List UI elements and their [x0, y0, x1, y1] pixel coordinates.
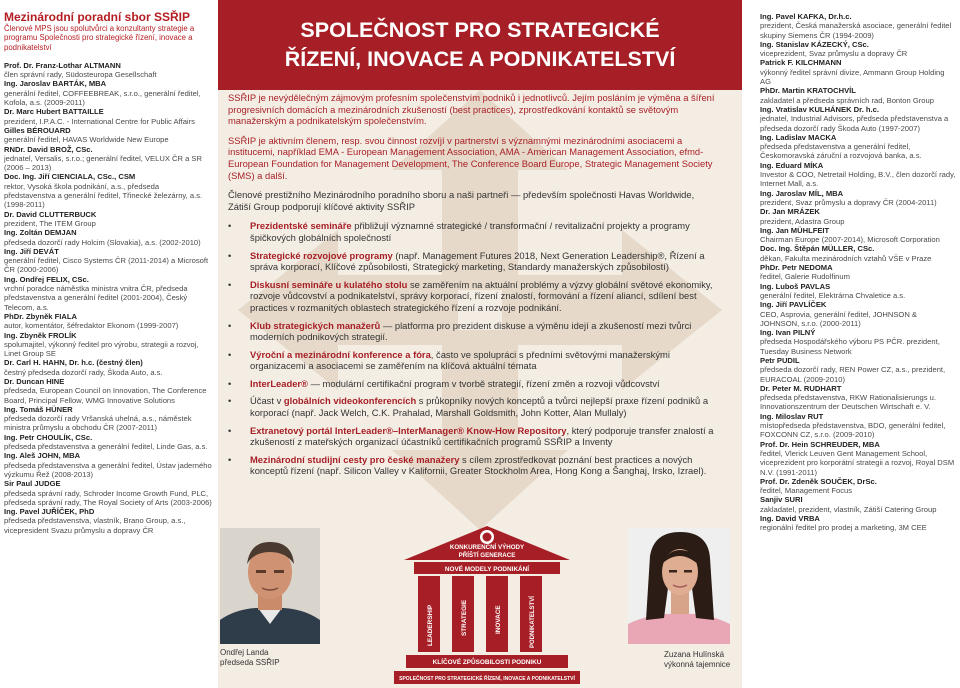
member-title: zakladatel, prezident, vlastník, Zátiší Catering Group	[760, 504, 937, 514]
activity-prefix: Účast v	[250, 395, 284, 407]
member-name: Gilles BÉROUARD	[4, 125, 71, 135]
member-title: prezident, Svaz průmyslu a dopravy ČR (2004-2011)	[760, 197, 937, 207]
member-title: prezident, Česká manažerská asociace, generální ředitel skupiny Siemens ČR (1994-2009)	[760, 21, 952, 40]
diagram-pillar-label-2: STRATEGIE	[461, 599, 468, 636]
member-name: Ing. Zoltán DEMJAN	[4, 228, 77, 238]
member-title: předseda představenstva a generální ředitel, Českomoravská záruční a rozvojová banka, a.s.	[760, 142, 922, 161]
main-body-text	[228, 92, 718, 483]
member-title: prezident, Adastra Group	[760, 216, 845, 226]
caption-right-role: výkonná tajemnice	[664, 660, 731, 669]
main-heading-line1: SPOLEČNOST PRO STRATEGICKÉ	[300, 18, 660, 42]
member-title: jednatel, Industrial Advisors, předseda představenstva a předseda dozorčí rady Škoda Auto (1997-2007)	[760, 114, 949, 133]
photo-ondrej-landa	[220, 528, 320, 644]
member-name: PhDr. Petr NEDOMA	[760, 263, 833, 273]
caption-left-name: Ondřej Landa	[220, 648, 269, 657]
activity-item	[228, 395, 718, 418]
member-name: PhDr. Zbyněk FIALA	[4, 311, 77, 321]
member-name: Ing. Petr CHOULÍK, CSc.	[4, 432, 93, 442]
activity-description: přibližují významné strategické / transformační / revitalizační projekty a programy špičkových globálních společností	[250, 220, 690, 243]
member-title: generální ředitel, Elektrárna Chvaletice a.s.	[760, 290, 906, 300]
member-title: vrchní poradce náměstka ministra vnitra ČR, předseda představenstva a generální ředitel (2001-2004), Český Telecom, a.s.	[4, 284, 188, 312]
member-title: generální ředitel, COFFEEBREAK, s.r.o., generální ředitel, Kofola, a.s. (2009-2011)	[4, 88, 201, 108]
right-member-list	[760, 12, 956, 533]
member-name: Ing. Jaroslav MÍL, MBA	[760, 188, 844, 198]
member-title: předseda, European Council on Innovation, The Conference Board, Principal Fellow, WMG Innovative Solutions	[4, 386, 207, 405]
member-name: Ing. David VRBA	[760, 514, 820, 524]
diagram-pillar-label-1: LEADERSHIP	[427, 604, 434, 646]
member-name: Ing. Luboš PAVLAS	[760, 281, 831, 291]
activity-item	[228, 320, 718, 343]
member-title: zakladatel a předseda správních rad, Bonton Group	[760, 95, 934, 105]
left-member-list	[4, 61, 212, 535]
member-name: Ing. Pavel JUŘÍČEK, PhD	[4, 507, 95, 517]
partnership-paragraph: SSŘIP je aktivním členem, resp. svou činnost rozvíjí v partnerství s významnými mezinárodními asociacemi a institucemi, například EMA - European Management Association, AMA - American Management Association, efmd-European Foundation for Management Development, The Conference Board Europe, Strategic Management Society (SMS) a další.	[228, 134, 713, 181]
activity-description: , často ve spolupráci s předními světovými manažerskými organizacemi a asociacemi se zaměřením na klíčová aktuální témata	[250, 348, 670, 372]
member-name: Dr. Carl H. HAHN, Dr. h.c. (čestný člen)	[4, 358, 143, 368]
member-title: člen správní rady, Südosteuropa Gesellschaft	[4, 70, 157, 80]
advisory-board-intro: Členové MPS jsou spolutvůrci a konzultanty strategie a programu Společnosti pro strategické řízení, inovace a podnikatelství	[4, 24, 195, 52]
member-title: čestný předseda dozorčí rady, Škoda Auto, a.s.	[4, 367, 163, 377]
member-name: Ing. Miloslav RUT	[760, 411, 824, 421]
diagram-models-label: NOVÉ MODELY PODNIKÁNÍ	[444, 566, 530, 573]
member-title: spolumajitel, výkonný ředitel pro výrobu, strategii a rozvoj, Linet Group SE	[4, 339, 199, 359]
main-heading	[218, 0, 742, 90]
bullet-icon: •	[228, 220, 232, 232]
diagram-top-label-2: PŘÍŠTÍ GENERACE	[458, 552, 516, 559]
bullet-icon: •	[228, 348, 232, 360]
member-name: PhDr. Martin KRATOCHVÍL	[760, 86, 856, 96]
member-name: Ing. Jiří PAVLÍČEK	[760, 300, 827, 310]
mission-paragraph: SSŘIP je nevýdělečným zájmovým profesním společenstvím podniků i jednotlivců. Jejím posláním je výměna a šíření progresivních domácích a mezinárodních zkušeností (best practices), zprostředkování kontaktů se světovým manažerským a podnikatelským společenstvím.	[228, 92, 715, 127]
activity-list	[228, 220, 718, 477]
member-name: Ing. Aleš JOHN, MBA	[4, 451, 81, 461]
left-column	[4, 0, 212, 535]
member-title: předseda představenstva a generální ředitel, Ústav jaderného výzkumu Řež (2008-2013)	[4, 460, 212, 479]
caption-right	[664, 650, 730, 670]
activity-item	[228, 220, 718, 243]
member-title: Investor & COO, Netretail Holding, B.V., člen dozorčí rady, Internet Mall, a.s.	[760, 170, 956, 189]
member-title: předseda Hospodářského výboru PS PČR. prezident, Tuesday Business Network	[760, 337, 940, 356]
member-title: předseda dozorčí rady Vršanská uhelná, a.s., náměstek ministra průmyslu a obchodu ČR (2007-2011)	[4, 414, 192, 433]
member-title: generální ředitel, Cisco Systems ČR (2011-2014) a Microsoft ČR (2000-2006)	[4, 256, 209, 275]
caption-right-name: Zuzana Hulínská	[664, 650, 725, 659]
member-title: prezident, I.P.A.C. - International Centre for Public Affairs	[4, 116, 195, 126]
activity-description: se zaměřením na aktuální problémy a výzvy globální světové ekonomiky, rozvoje vůdcovství a podnikatelství, správy korporací, řízení znalostí, formování a řízení aliancí, sdílení best practices v rozmanitých oblastech strategického řízení a rozvoje podnikání.	[250, 278, 713, 313]
member-title: předseda představenstva a generální ředitel, Linde Gas, a.s.	[4, 442, 208, 452]
diagram-top-label-1: KONKURENČNÍ VÝHODY	[449, 544, 525, 551]
activity-title: Extranetový portál InterLeader®–InterManager® Know-How Repository	[250, 424, 567, 436]
member-title: předseda dozorčí rady, REN Power CZ, a.s., prezident, EURACOAL (2009-2010)	[760, 365, 946, 384]
member-name: Doc. Ing. Jiří CIENCIALA, CSc., CSM	[4, 172, 136, 182]
member-name: Ing. Jan MÜHLFEIT	[760, 225, 830, 235]
member-name: Ing. Tomáš HÜNER	[4, 404, 73, 414]
member-title: generální ředitel, HAVAS Worldwide New Europe	[4, 135, 169, 145]
member-title: předseda představenstva, RKW Rationalisierungs u. Innovationszentrum der Deutschen Wirtschaft e. V.	[760, 393, 937, 412]
member-name: Ing. Ladislav MACKA	[760, 132, 837, 142]
bullet-icon: •	[228, 395, 232, 407]
member-name: Sir Paul JUDGE	[4, 479, 61, 489]
activity-description: — platforma pro prezident diskuse a výměnu idejí a zkušeností mezi tvůrci moderních podnikových strategií.	[250, 319, 692, 343]
member-title: Chairman Europe (2007-2014), Microsoft Corporation	[760, 235, 940, 245]
caption-left-role: předseda SSŘIP	[220, 658, 280, 667]
activity-title: Strategické rozvojové programy	[250, 249, 393, 261]
member-title: jednatel, Versalis, s.r.o.; generální ředitel, VELUX ČR a SR (2006 – 2013)	[4, 153, 202, 173]
activity-description: s cílem zprostředkovat poznání best practices a nových konceptů řízení (např. Silicon Valley v Kalifornii, Greater Stockholm Area, Hong Kong a Šanghaj, Irsko, Izrael).	[250, 453, 707, 477]
activity-item	[228, 279, 718, 314]
member-name: Dr. Duncan HINE	[4, 376, 65, 386]
activity-title: Prezidentské semináře	[250, 220, 352, 232]
diagram-logo-icon-inner	[483, 533, 492, 542]
member-name: Ing. Vratislav KULHÁNEK Dr. h.c.	[760, 104, 879, 114]
activity-item	[228, 425, 718, 448]
member-name: Petr PUDIL	[760, 355, 800, 365]
advisory-board-heading: Mezinárodní poradní sbor SSŘIP	[4, 10, 191, 24]
photo-zuzana-hulinska	[628, 528, 730, 644]
activity-description: (např. Management Futures 2018, Next Generation Leadership®, Řízení a správa korporací, Klíčové způsobilosti, Strategický marketing, Standardy manažerských způsobilostí)	[250, 249, 705, 273]
member-name: Ing. Zbyněk FROLÍK	[4, 330, 77, 340]
main-heading-line2: ŘÍZENÍ, INOVACE A PODNIKATELSTVÍ	[284, 47, 676, 71]
diagram-footer-label: SPOLEČNOST PRO STRATEGICKÉ ŘÍZENÍ, INOVACE A PODNIKATELSTVÍ	[399, 676, 575, 682]
member-name: Ing. Jiří DEVÁT	[4, 246, 59, 256]
member-title: ředitel, Vlerick Leuven Gent Management School, viceprezident pro korporátní strategii a rozvoj, Royal DSM N.V. (1991-2011)	[760, 448, 955, 477]
activity-item	[228, 349, 718, 372]
member-title: předseda představenstva, vlastník, Brano Group, a.s., vicepresident Svazu průmyslu a dopravy ČR	[4, 516, 186, 535]
right-column	[760, 0, 956, 533]
bullet-icon: •	[228, 453, 232, 465]
bullet-icon: •	[228, 278, 232, 290]
activity-description: — modulární certifikační program v tvorbě strategií, řízení změn a rozvoji vůdcovství	[307, 377, 660, 389]
member-title: ředitel, Management Focus	[760, 486, 853, 496]
member-title: CEO, Asprovia, generální ředitel, JOHNSON & JOHNSON, s.r.o. (2000-2011)	[760, 309, 917, 328]
member-name: Patrick F. KILCHMANN	[760, 58, 842, 68]
activity-title: globálních videokonferencích	[283, 395, 417, 407]
activity-item	[228, 250, 718, 273]
member-name: Dr. David CLUTTERBUCK	[4, 209, 97, 219]
activity-title: InterLeader®	[250, 377, 308, 389]
member-name: Dr. Peter M. RUDHART	[760, 383, 842, 393]
diagram-base-label: KLÍČOVÉ ZPŮSOBILOSTI PODNIKU	[432, 659, 542, 666]
bullet-icon: •	[228, 424, 232, 436]
member-title: děkan, Fakulta mezinárodních vztahů VŠE v Praze	[760, 253, 932, 263]
activity-description: s průkopníky nových konceptů a tvůrci nejlepší praxe řízení podniků a korporací (např. Jack Welch, C.K. Prahalad, Marshall Goldsmith, John Kotter, Alan Mullaly)	[250, 395, 709, 419]
activity-item	[228, 454, 718, 477]
member-title: ředitel, Galerie Rudolfinum	[760, 272, 850, 282]
member-name: Sanjiv SURI	[760, 495, 803, 505]
bullet-icon: •	[228, 319, 232, 331]
member-name: Ing. Ivan PILNÝ	[760, 328, 816, 338]
member-title: rektor, Vysoká škola podnikání, a.s., předseda představenstva a generální ředitel, Třinecké železárny, a.s. (1998-2011)	[4, 181, 203, 210]
member-name: Dr. Jan MRÁZEK	[760, 207, 820, 217]
member-name: Doc. Ing. Štěpán MÜLLER, CSc.	[760, 244, 875, 254]
member-title: regionální ředitel pro prodej a marketing, 3M CEE	[760, 523, 927, 533]
activity-title: Mezinárodní studijní cesty pro české manažery	[250, 453, 460, 465]
member-name: Ing. Jaroslav BARTÁK, MBA	[4, 79, 107, 89]
activity-title: Klub strategických manažerů	[250, 319, 381, 331]
member-title: viceprezident, Svaz průmyslu a dopravy ČR	[760, 49, 908, 59]
member-name: Prof. Dr. Zdeněk SOUČEK, DrSc.	[760, 476, 877, 486]
member-name: Prof. Dr. Hein SCHREUDER, MBA	[760, 439, 880, 449]
member-name: Ing. Pavel KAFKA, Dr.h.c.	[760, 12, 852, 21]
support-paragraph: Členové prestižního Mezinárodního poradního sboru a naši partneři — především společnosti Havas Worldwide, Zátiší Group podporují klíčové aktivity SSŘIP	[228, 189, 695, 212]
member-title: předseda dozorčí rady Holcim (Slovakia), a.s. (2002-2010)	[4, 237, 201, 247]
bullet-icon: •	[228, 249, 232, 261]
member-name: RNDr. David BROŽ, CSc.	[4, 144, 93, 154]
member-name: Ing. Eduard MÍKA	[760, 160, 824, 170]
member-title: místopředseda představenstva, BDO, generální ředitel, FOXCONN CZ, s.r.o. (2009-2010)	[760, 421, 946, 440]
member-name: Prof. Dr. Franz-Lothar ALTMANN	[4, 60, 121, 70]
caption-left	[220, 648, 280, 668]
diagram-pillar-label-3: INOVACE	[495, 605, 502, 634]
member-title: výkonný ředitel správní divize, Ammann Group Holding AG	[760, 67, 945, 87]
diagram-pillar-label-4: PODNIKATELSTVÍ	[530, 596, 536, 648]
member-title: předseda správní rady, Schroder Income Growth Fund, PLC, předseda správní rady, The Royal Society of Arts (2003-2006)	[4, 488, 212, 507]
member-name: Ing. Ondřej FELIX, CSc.	[4, 274, 89, 284]
activity-item	[228, 378, 718, 390]
bullet-icon: •	[228, 377, 232, 389]
activity-title: Výroční a mezinárodní konference a fóra	[250, 348, 431, 360]
house-diagram	[392, 524, 582, 686]
activity-description: , který podporuje transfer znalostí a zkušeností z mateřských organizací účastníků certifikačních programů SSŘIP a Inventy	[250, 424, 714, 448]
member-title: autor, komentátor, šéfredaktor Ekonom (1999-2007)	[4, 321, 179, 331]
member-title: prezident, The ITEM Group	[4, 218, 96, 228]
member-name: Ing. Stanislav KÁZECKÝ, CSc.	[760, 39, 869, 49]
member-name: Dr. Marc Hubert BATTAILLE	[4, 107, 104, 117]
activity-title: Diskusní semináře u kulatého stolu	[250, 278, 408, 290]
